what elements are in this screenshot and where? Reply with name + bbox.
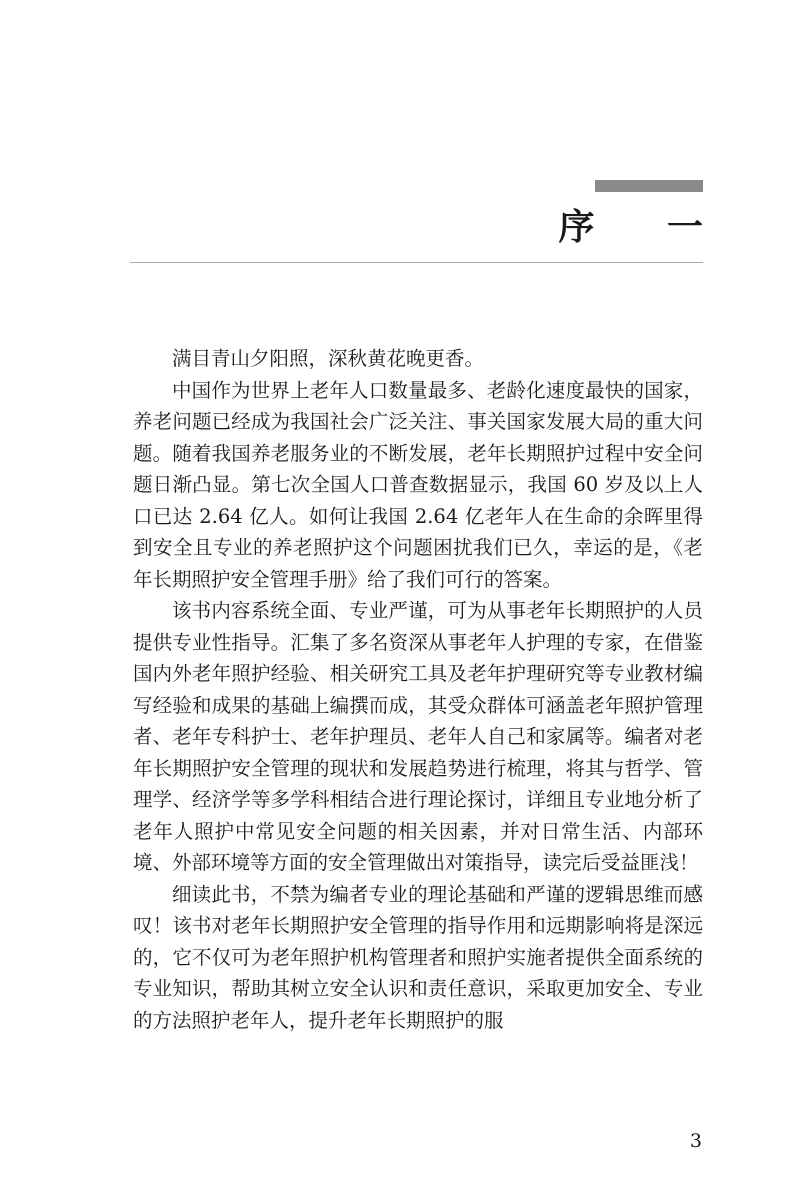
- header-divider: [130, 262, 703, 263]
- chapter-header-bar: [595, 180, 703, 192]
- body-text: [133, 343, 703, 1036]
- chapter-title: 序 一: [558, 207, 733, 248]
- paragraph-3: 该书内容系统全面、专业严谨，可为从事老年长期照护的人员提供专业性指导。汇集了多名资深从事老年人护理的专家，在借鉴国内外老年照护经验、相关研究工具及老年护理研究等专业教材编写经验和成果的基础上编撰而成，其受众群体可涵盖老年照护管理者、老年专科护士、老年护理员、老年人自己和家属等。编者对老年长期照护安全管理的现状和发展趋势进行梳理，将其与哲学、管理学、经济学等多学科相结合进行理论探讨，详细且专业地分析了老年人照护中常见安全问题的相关因素，并对日常生活、内部环境、外部环境等方面的安全管理做出对策指导，读完后受益匪浅！: [133, 599, 703, 874]
- paragraph-2: 中国作为世界上老年人口数量最多、老龄化速度最快的国家，养老问题已经成为我国社会广泛关注、事关国家发展大局的重大问题。随着我国养老服务业的不断发展，老年长期照护过程中安全问题日渐凸显。第七次全国人口普查数据显示，我国 60 岁及以上人口已达 2.64 亿人。如何让我国 2.64 亿老年人在生命的余晖里得到安全且专业的养老照护这个问题困扰我们已久，幸运的是，《老年长期照护安全管理手册》给了我们可行的答案。: [133, 378, 703, 591]
- paragraph-4: 细读此书，不禁为编者专业的理论基础和严谨的逻辑思维而感叹！该书对老年长期照护安全管理的指导作用和远期影响将是深远的，它不仅可为老年照护机构管理者和照护实施者提供全面系统的专业知识，帮助其树立安全认识和责任意识，采取更加安全、专业的方法照护老年人，提升老年长期照护的服: [133, 882, 703, 1032]
- page-number: 3: [689, 1130, 702, 1152]
- paragraph-1: 满目青山夕阳照，深秋黄花晚更香。: [172, 347, 485, 370]
